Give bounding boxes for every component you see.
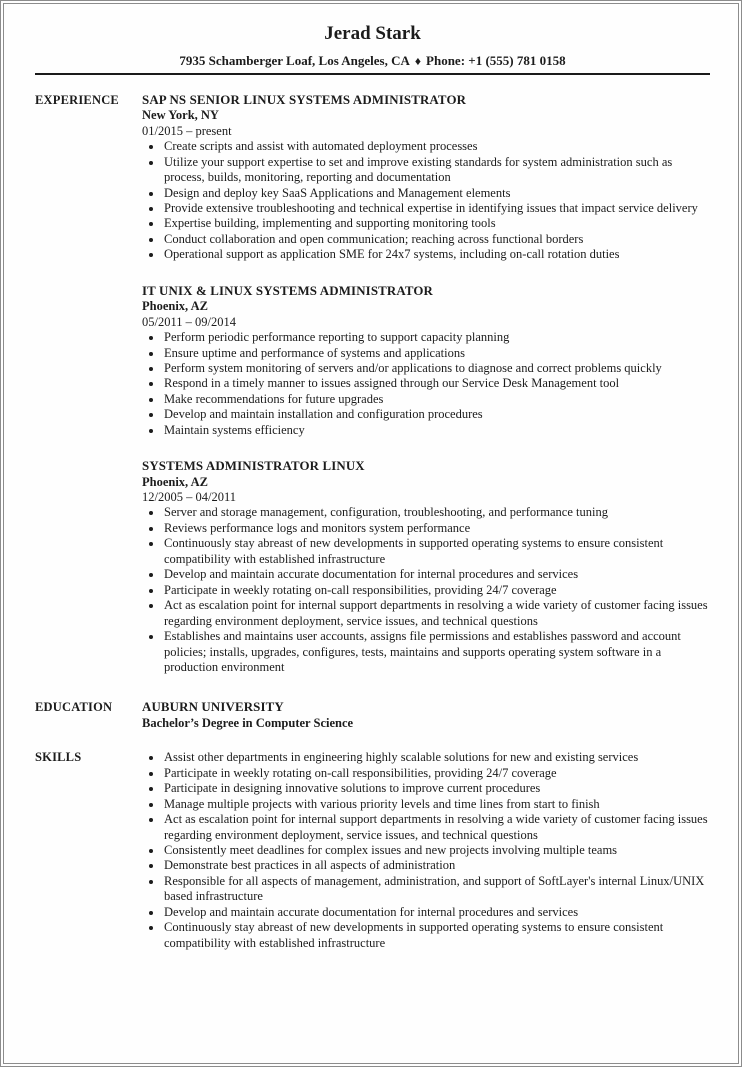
skills-section-label: SKILLS	[35, 750, 82, 765]
phone-text: Phone: +1 (555) 781 0158	[426, 53, 566, 68]
job-dates: 01/2015 – present	[142, 123, 232, 138]
bullet-item: • Assist other departments in engineering highly scalable solutions for new and existing services	[163, 750, 710, 765]
contact-line	[35, 53, 710, 69]
bullet-item: • Develop and maintain accurate documentation for internal procedures and services	[163, 567, 710, 582]
candidate-name: Jerad Stark	[324, 23, 421, 44]
job-entry-sysadmin-linux	[142, 459, 710, 675]
bullet-item: • Participate in weekly rotating on-call responsibilities, providing 24/7 coverage	[163, 766, 710, 781]
bullet-item: • Demonstrate best practices in all aspects of administration	[163, 858, 710, 873]
bullet-item: • Operational support as application SME for 24x7 systems, including on-call rotation duties	[163, 247, 710, 262]
bullet-item: • Expertise building, implementing and supporting monitoring tools	[163, 216, 710, 231]
school-name: AUBURN UNIVERSITY	[142, 700, 284, 715]
bullet-item: • Perform system monitoring of servers and/or applications to diagnose and correct problems quickly	[163, 361, 710, 376]
education-content	[142, 700, 710, 731]
resume-header	[35, 23, 710, 75]
bullet-item: • Create scripts and assist with automated deployment processes	[163, 139, 710, 154]
bullet-item: • Maintain systems efficiency	[163, 423, 710, 438]
skills-bullet-list	[142, 750, 710, 951]
bullet-item: • Conduct collaboration and open communication; reaching across functional borders	[163, 232, 710, 247]
bullet-item: • Design and deploy key SaaS Applications and Management elements	[163, 186, 710, 201]
skills-section	[35, 750, 710, 951]
bullet-item: • Act as escalation point for internal support departments in resolving a wide variety of customer facing issues regarding environment deployment, service issues, and technical questions	[163, 812, 710, 843]
bullet-item: • Develop and maintain installation and configuration procedures	[163, 407, 710, 422]
bullet-item: • Reviews performance logs and monitors system performance	[163, 521, 710, 536]
bullet-item: • Make recommendations for future upgrades	[163, 392, 710, 407]
bullet-item: • Provide extensive troubleshooting and technical expertise in identifying issues that impact service delivery	[163, 201, 710, 216]
bullet-item: • Continuously stay abreast of new developments in supported operating systems to ensure consistent compatibility with established infrastructure	[163, 920, 710, 951]
bullet-item: • Respond in a timely manner to issues assigned through our Service Desk Management tool	[163, 376, 710, 391]
diamond-separator-icon: ♦	[414, 54, 422, 68]
job-bullet-list	[142, 330, 710, 438]
job-entry-sap-ns	[142, 93, 710, 263]
degree-name: Bachelor’s Degree in Computer Science	[142, 715, 354, 730]
job-dates: 12/2005 – 04/2011	[142, 490, 236, 505]
bullet-item: • Participate in designing innovative solutions to improve current procedures	[163, 781, 710, 796]
bullet-item: • Ensure uptime and performance of systems and applications	[163, 346, 710, 361]
bullet-item: • Develop and maintain accurate documentation for internal procedures and services	[163, 905, 710, 920]
address-text: 7935 Schamberger Loaf, Los Angeles, CA	[179, 53, 410, 68]
bullet-item: • Consistently meet deadlines for complex issues and new projects involving multiple teams	[163, 843, 710, 858]
job-title: IT UNIX & LINUX SYSTEMS ADMINISTRATOR	[142, 283, 433, 298]
bullet-item: • Perform periodic performance reporting to support capacity planning	[163, 330, 710, 345]
header-divider	[35, 73, 710, 75]
bullet-item: • Participate in weekly rotating on-call responsibilities, providing 24/7 coverage	[163, 583, 710, 598]
bullet-item: • Utilize your support expertise to set and improve existing standards for system administration such as process, builds, monitoring, reporting and documentation	[163, 155, 710, 186]
resume-page-border	[3, 3, 739, 1064]
job-title: SYSTEMS ADMINISTRATOR LINUX	[142, 459, 365, 474]
job-bullet-list	[142, 505, 710, 675]
job-location: Phoenix, AZ	[142, 474, 208, 489]
bullet-item: • Manage multiple projects with various priority levels and time lines from start to finish	[163, 797, 710, 812]
experience-section	[35, 93, 710, 675]
job-bullet-list	[142, 139, 710, 263]
education-section-label: EDUCATION	[35, 700, 113, 715]
bullet-item: • Act as escalation point for internal support departments in resolving a wide variety of customer facing issues regarding environment deployment, service issues, and technical questions	[163, 598, 710, 629]
experience-section-label: EXPERIENCE	[35, 93, 119, 107]
bullet-item: • Establishes and maintains user accounts, assigns file permissions and establishes password and account policies; installs, upgrades, configures, tests, maintains and supports operating system software in a production environment	[163, 629, 710, 675]
job-title: SAP NS SENIOR LINUX SYSTEMS ADMINISTRATOR	[142, 93, 467, 107]
job-location: Phoenix, AZ	[142, 299, 208, 314]
job-location: New York, NY	[142, 108, 219, 123]
experience-content	[142, 93, 710, 675]
education-section	[35, 700, 710, 731]
job-entry-it-unix	[142, 284, 710, 438]
skills-content	[142, 750, 710, 951]
bullet-item: • Server and storage management, configuration, troubleshooting, and performance tuning	[163, 505, 710, 520]
bullet-item: • Responsible for all aspects of management, administration, and support of SoftLayer's internal Linux/UNIX based infrastructure	[163, 874, 710, 905]
bullet-item: • Continuously stay abreast of new developments in supported operating systems to ensure consistent compatibility with established infrastructure	[163, 536, 710, 567]
job-dates: 05/2011 – 09/2014	[142, 314, 236, 329]
